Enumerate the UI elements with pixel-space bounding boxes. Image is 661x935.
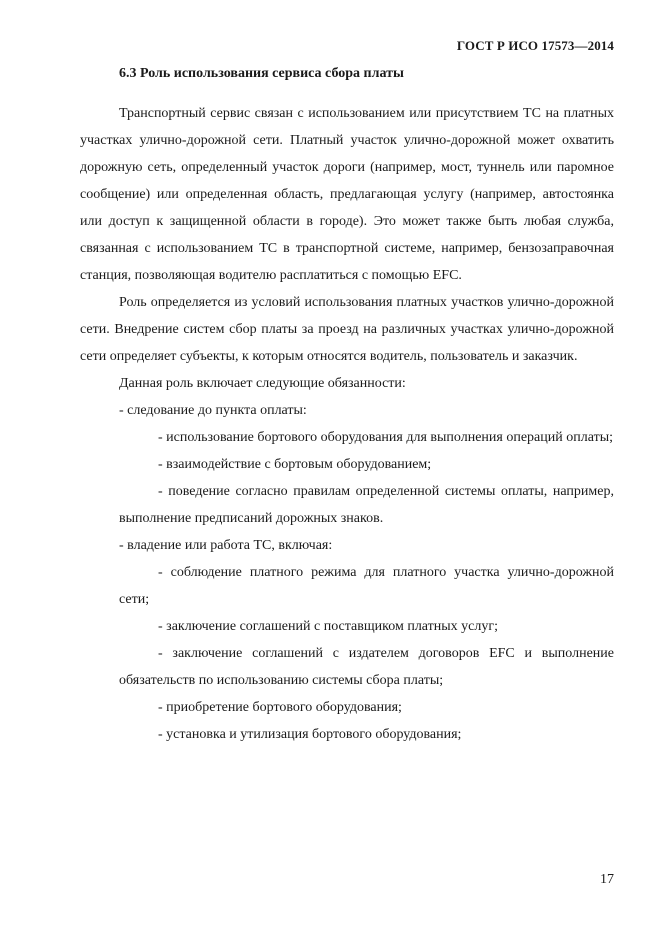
sublist-item-behaviour: - поведение согласно правилам определенной системы оплаты, например, выполнение предписаний дорожных знаков.: [119, 484, 614, 526]
section-title: 6.3 Роль использования сервиса сбора платы: [119, 66, 404, 81]
page-number: 17: [600, 872, 614, 887]
paragraph-transport-service: Транспортный сервис связан с использованием или присутствием ТС на платных участках улично-дорожной сети. Платный участок улично-дорожной может охватить дорожную сеть, определенный участок дороги (например, мост, туннель или паромное сообщение) или определенная область, предлагающая услугу (например, автостоянка или доступ к защищенной области в городе). Это может также быть любая служба, связанная с использованием ТС в транспортной системе, например, бензозаправочная станция, позволяющая водителю расплатиться с помощью EFC.: [80, 106, 614, 283]
list-item-following: - следование до пункта оплаты:: [119, 403, 307, 418]
sublist-item-issuer-agreement: - заключение соглашений с издателем договоров EFC и выполнение обязательств по использованию системы сбора платы;: [119, 646, 614, 688]
document-header: ГОСТ Р ИСО 17573—2014: [456, 38, 614, 53]
document-body: [80, 100, 614, 748]
paragraph-duties-intro: Данная роль включает следующие обязанности:: [119, 376, 406, 391]
paragraph-role-definition: Роль определяется из условий использования платных участков улично-дорожной сети. Внедрение систем сбор платы за проезд на различных участках улично-дорожной сети определяет субъекты, к которым относятся водитель, пользователь и заказчик.: [80, 295, 614, 364]
list-item-ownership: - владение или работа ТС, включая:: [119, 538, 333, 553]
sublist-item-obu-interaction: - взаимодействие с бортовым оборудованием;: [158, 457, 432, 472]
sublist-item-obu-purchase: - приобретение бортового оборудования;: [158, 700, 402, 715]
sublist-item-provider-agreement: - заключение соглашений с поставщиком платных услуг;: [158, 619, 499, 634]
sublist-item-obu-usage: - использование бортового оборудования для выполнения операций оплаты;: [158, 430, 613, 445]
sublist-item-obu-installation: - установка и утилизация бортового оборудования;: [158, 727, 462, 742]
sublist-item-toll-regime: - соблюдение платного режима для платного участка улично-дорожной сети;: [119, 565, 614, 607]
